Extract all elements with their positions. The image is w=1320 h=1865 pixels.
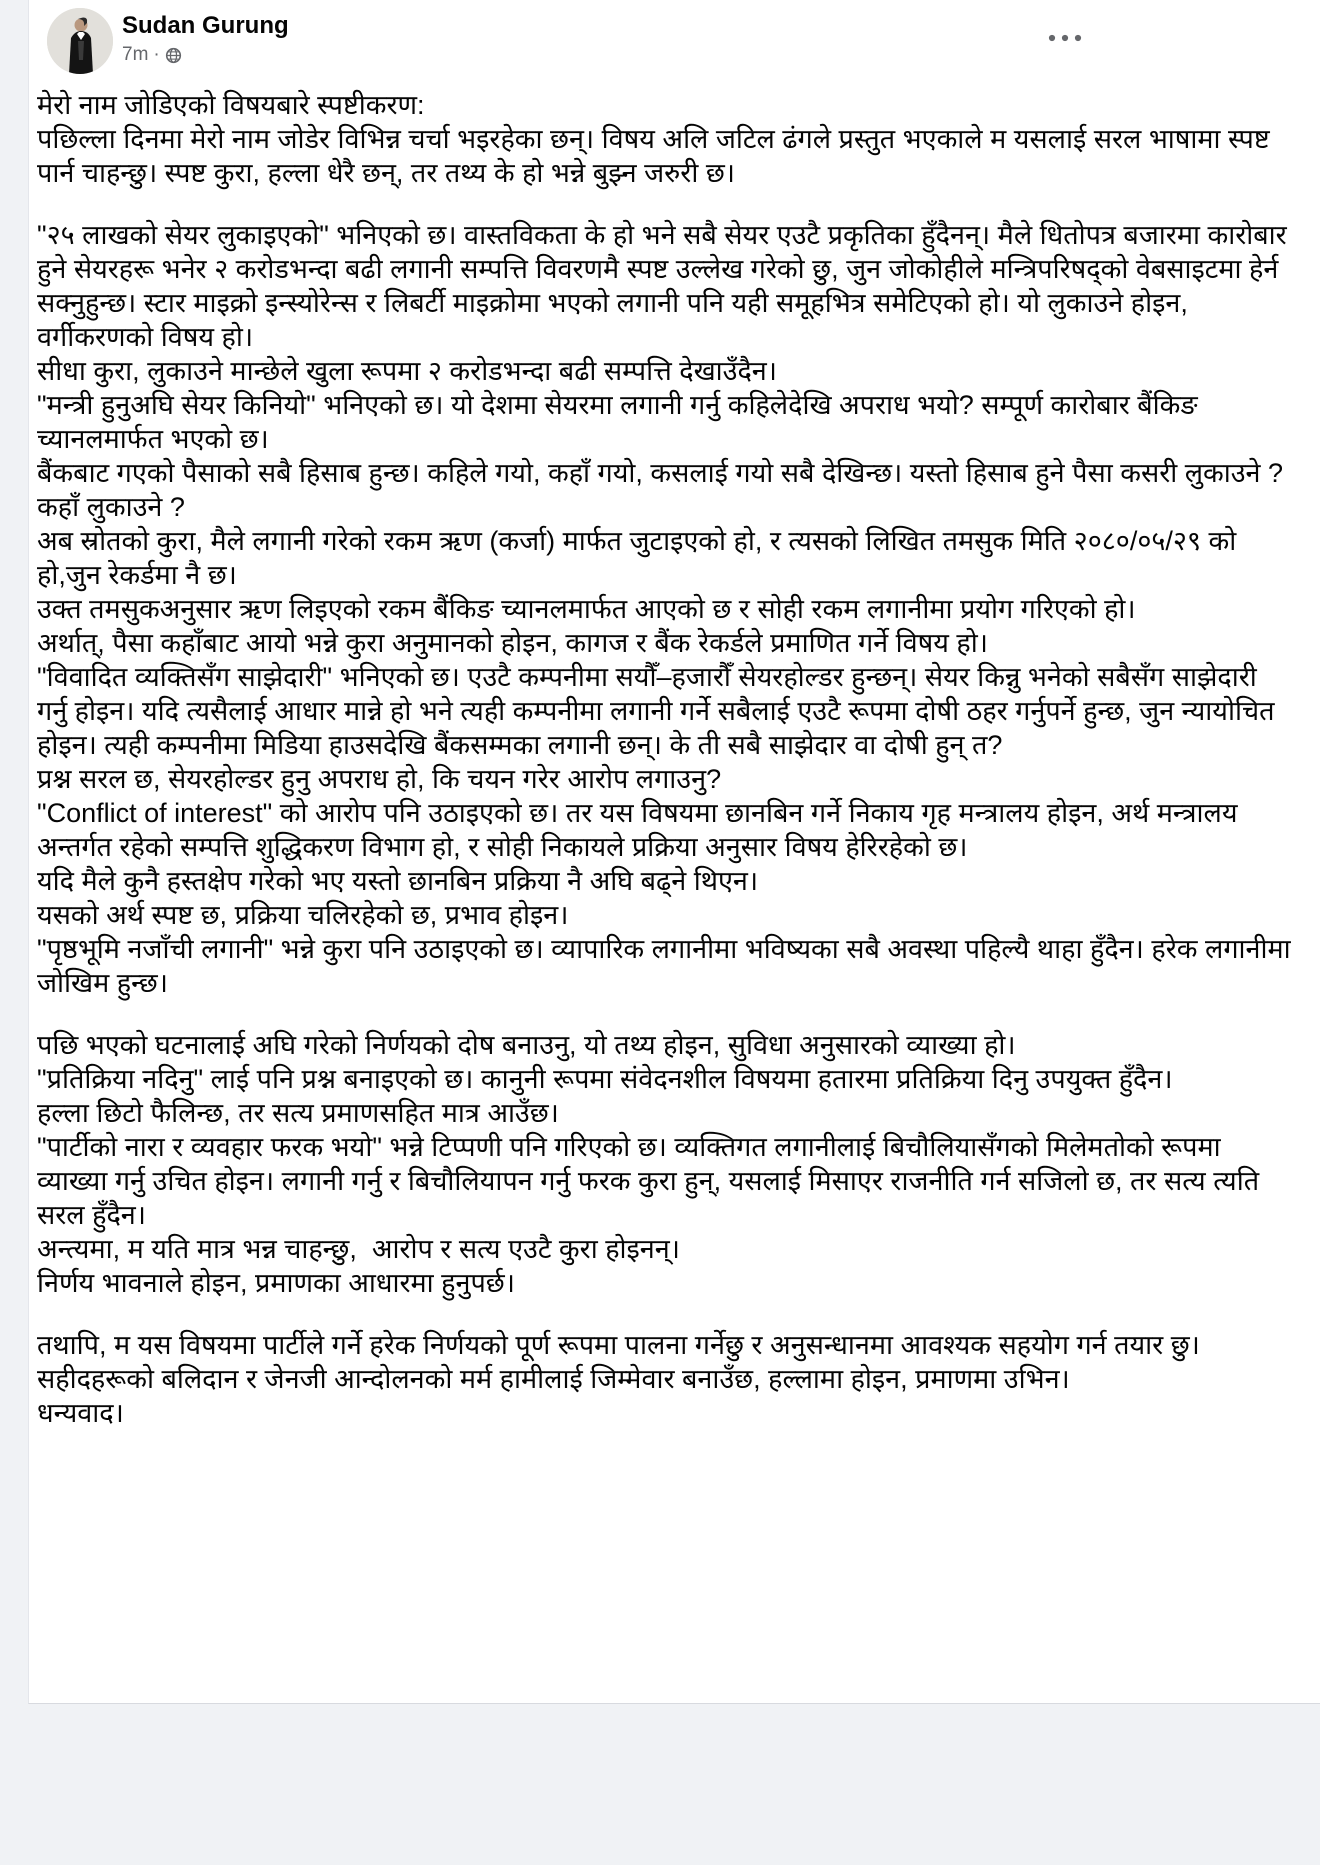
post-paragraph: "पृष्ठभूमि नजाँची लगानी" भन्ने कुरा पनि उठाइएको छ। व्यापारिक लगानीमा भविष्यका सबै अवस्था पहिल्यै थाहा हुँदैन। हरेक लगानीमा जोखिम हुन्छ। bbox=[37, 934, 1299, 998]
post-paragraph: सीधा कुरा, लुकाउने मान्छेले खुला रूपमा २ करोडभन्दा बढी सम्पत्ति देखाउँदैन। bbox=[37, 356, 778, 386]
post-paragraph: सहीदहरूको बलिदान र जेनजी आन्दोलनको मर्म हामीलाई जिम्मेवार बनाउँछ, हल्लामा होइन, प्रमाणमा उभिन। bbox=[37, 1364, 1070, 1394]
page-footer bbox=[28, 1705, 1320, 1865]
post-paragraph bbox=[37, 1300, 1294, 1328]
author-name[interactable]: Sudan Gurung bbox=[122, 12, 289, 39]
timestamp[interactable]: 7m bbox=[122, 44, 149, 65]
post-paragraph: यसको अर्थ स्पष्ट छ, प्रक्रिया चलिरहेको छ, प्रभाव होइन। bbox=[37, 900, 569, 930]
profile-photo bbox=[47, 8, 113, 74]
post-paragraph: "Conflict of interest" को आरोप पनि उठाइएको छ। तर यस विषयमा छानबिन गर्ने निकाय गृह मन्त्रालय होइन, अर्थ मन्त्रालय अन्तर्गत रहेको सम्पत्ति शुद्धिकरण विभाग हो, र सोही निकायले प्रक्रिया अनुसार विषय हेरिरहेको छ। bbox=[37, 798, 1246, 862]
meta-separator: · bbox=[153, 44, 160, 65]
ellipsis-icon bbox=[1047, 33, 1083, 43]
post-paragraph: यदि मैले कुनै हस्तक्षेप गरेको भए यस्तो छानबिन प्रक्रिया नै अघि बढ्ने थिएन। bbox=[37, 866, 759, 896]
post-paragraph: "प्रतिक्रिया नदिनु" लाई पनि प्रश्न बनाइएको छ। कानुनी रूपमा संवेदनशील विषयमा हतारमा प्रतिक्रिया दिनु उपयुक्त हुँदैन। bbox=[37, 1064, 1173, 1094]
post-paragraph: पछिल्ला दिनमा मेरो नाम जोडेर विभिन्न चर्चा भइरहेका छन्। विषय अलि जटिल ढंगले प्रस्तुत भएकाले म यसलाई सरल भाषामा स्पष्ट पार्न चाहन्छु। स्पष्ट कुरा, हल्ला धेरै छन्, तर तथ्य के हो भन्ने बुझ्न जरुरी छ। bbox=[37, 124, 1278, 188]
post-header bbox=[29, 0, 1320, 82]
post-paragraph: प्रश्न सरल छ, सेयरहोल्डर हुनु अपराध हो, कि चयन गरेर आरोप लगाउनु? bbox=[37, 764, 722, 794]
post-text bbox=[29, 82, 1320, 1430]
post-paragraph: अर्थात्, पैसा कहाँबाट आयो भन्ने कुरा अनुमानको होइन, कागज र बैंक रेकर्डले प्रमाणित गर्ने विषय हो। bbox=[37, 628, 988, 658]
post-paragraph: मेरो नाम जोडिएको विषयबारे स्पष्टीकरण: bbox=[37, 90, 425, 120]
post-paragraph: हल्ला छिटो फैलिन्छ, तर सत्य प्रमाणसहित मात्र आउँछ। bbox=[37, 1098, 559, 1128]
post-meta bbox=[122, 43, 289, 67]
post-card bbox=[28, 0, 1320, 1704]
post-paragraph: अब स्रोतको कुरा, मैले लगानी गरेको रकम ऋण (कर्जा) मार्फत जुटाइएको हो, र त्यसको लिखित तमसुक मिति २०८०/०५/२९ को हो,जुन रेकर्डमा नै छ। bbox=[37, 526, 1244, 590]
post-paragraph: तथापि, म यस विषयमा पार्टीले गर्ने हरेक निर्णयको पूर्ण रूपमा पालना गर्नेछु र अनुसन्धानमा आवश्यक सहयोग गर्न तयार छु। bbox=[37, 1330, 1200, 1360]
post-paragraph: निर्णय भावनाले होइन, प्रमाणका आधारमा हुनुपर्छ। bbox=[37, 1268, 515, 1298]
post-paragraph: "२५ लाखको सेयर लुकाइएको" भनिएको छ। वास्तविकता के हो भने सबै सेयर एउटै प्रकृतिका हुँदैनन्। मैले धितोपत्र बजारमा कारोबार हुने सेयरहरू भनेर २ करोडभन्दा बढी लगानी सम्पत्ति विवरणमै स्पष्ट उल्लेख गरेको छु, जुन जोकोहीले मन्त्रिपरिषद्को वेबसाइटमा हेर्न सक्नुहुन्छ। स्टार माइक्रो इन्स्योरेन्स र लिबर्टी माइक्रोमा भएको लगानी पनि यही समूहभित्र समेटिएको हो। यो लुकाउने होइन, वर्गीकरणको विषय हो। bbox=[37, 220, 1295, 352]
post-paragraph: "मन्त्री हुनुअघि सेयर किनियो" भनिएको छ। यो देशमा सेयरमा लगानी गर्नु कहिलेदेखि अपराध भयो? सम्पूर्ण कारोबार बैंकिङ च्यानलमार्फत भएको छ। bbox=[37, 390, 1206, 454]
post-paragraph bbox=[37, 1000, 1294, 1028]
post-paragraph: "पार्टीको नारा र व्यवहार फरक भयो" भन्ने टिप्पणी पनि गरिएको छ। व्यक्तिगत लगानीलाई बिचौलियासँगको मिलेमतोको रूपमा व्याख्या गर्नु उचित होइन। लगानी गर्नु र बिचौलियापन गर्नु फरक कुरा हुन्, यसलाई मिसाएर राजनीति गर्न सजिलो छ, तर सत्य त्यति सरल हुँदैन। bbox=[37, 1132, 1267, 1230]
avatar[interactable] bbox=[47, 8, 113, 74]
post-paragraph bbox=[37, 190, 1294, 218]
post-paragraph: उक्त तमसुकअनुसार ऋण लिइएको रकम बैंकिङ च्यानलमार्फत आएको छ र सोही रकम लगानीमा प्रयोग गरिएको हो। bbox=[37, 594, 1136, 624]
post-paragraph: धन्यवाद। bbox=[37, 1398, 124, 1428]
post-paragraph: पछि भएको घटनालाई अघि गरेको निर्णयको दोष बनाउनु, यो तथ्य होइन, सुविधा अनुसारको व्याख्या हो। bbox=[37, 1030, 1016, 1060]
post-menu-button[interactable] bbox=[1041, 18, 1089, 58]
post-paragraph: "विवादित व्यक्तिसँग साझेदारी" भनिएको छ। एउटै कम्पनीमा सयौँ–हजारौँ सेयरहोल्डर हुन्छन्। सेयर किन्नु भनेको सबैसँग साझेदारी गर्नु होइन। यदि त्यसैलाई आधार मान्ने हो भने त्यही कम्पनीमा लगानी गर्ने सबैलाई एउटै रूपमा दोषी ठहर गर्नुपर्ने हुन्छ, जुन न्यायोचित होइन। त्यही कम्पनीमा मिडिया हाउसदेखि बैंकसम्मका लगानी छन्। के ती सबै साझेदार वा दोषी हुन् त? bbox=[37, 662, 1282, 760]
post-paragraph: अन्त्यमा, म यति मात्र भन्न चाहन्छु, आरोप र सत्य एउटै कुरा होइनन्। bbox=[37, 1234, 680, 1264]
post-paragraph: बैंकबाट गएको पैसाको सबै हिसाब हुन्छ। कहिले गयो, कहाँ गयो, कसलाई गयो सबै देखिन्छ। यस्तो हिसाब हुने पैसा कसरी लुकाउने ? कहाँ लुकाउने ? bbox=[37, 458, 1291, 522]
globe-icon bbox=[165, 47, 182, 64]
